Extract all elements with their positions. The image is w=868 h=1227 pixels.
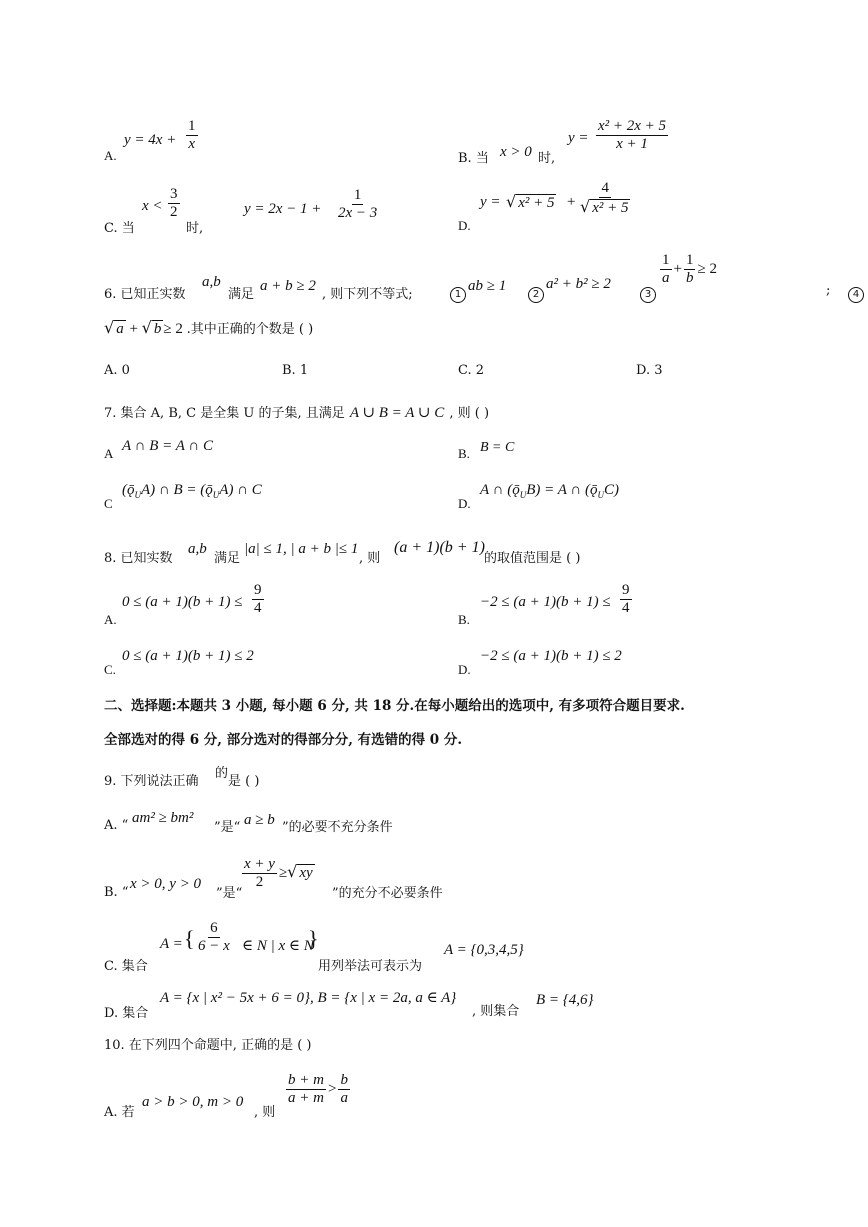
q8-b-lhs: −2 ≤ (a + 1)(b + 1) ≤ xyxy=(480,594,611,610)
q6-ineq-4-line xyxy=(104,318,313,338)
q6-ineq-1: ab ≥ 1 xyxy=(468,278,507,294)
q9-d-result: B = {4,6} xyxy=(536,992,594,1008)
q5-c-frac: $\frac{1}{2x - 3}$ xyxy=(338,187,378,222)
q6-intro: 6. 已知正实数 xyxy=(104,287,186,302)
q6-vars: a,b xyxy=(202,274,221,290)
q8-b-label: B. xyxy=(458,612,470,627)
q10-a-cond: a > b > 0, m > 0 xyxy=(142,1094,244,1110)
q7-d-eq: A ∩ $(ǭ_UB) = A$ ∩ $(ǭ_UC)$ xyxy=(480,482,619,500)
q9-b-ineq: $\frac{x + y}{2}$ ≥√ xy xyxy=(244,856,313,891)
q6-circle-2: 2 xyxy=(526,282,546,303)
q5-d-rad1: √ x² + 5 xyxy=(506,192,555,211)
q5-b-lhs: y = xyxy=(568,130,589,146)
q7-stem xyxy=(104,402,489,422)
q9-b-p1: x > 0, y > 0 xyxy=(130,876,202,892)
q6-after-cond: , 则下列不等式; xyxy=(322,287,413,302)
q5-d-plus: + xyxy=(566,194,577,210)
q6-option-d: D. 3 xyxy=(636,363,663,378)
q9-b-mid: ”是“ xyxy=(216,886,243,901)
q9-c-rest: ∈ N | x ∈ N xyxy=(242,938,314,954)
q9-d-label: D. 集合 xyxy=(104,1006,149,1021)
q6-circle-1: 1 xyxy=(448,282,468,303)
q6-circle-4: 4 xyxy=(846,282,866,303)
q7-a-eq: A ∩ B = A ∩ C xyxy=(122,438,213,454)
q9-intro-de: 的 xyxy=(215,766,229,781)
q9-intro-b: 是 ( ) xyxy=(228,774,260,789)
q5-c-mid: 时, xyxy=(186,221,204,236)
q9-intro-a: 9. 下列说法正确 xyxy=(104,774,199,789)
q5-c-label: C. 当 xyxy=(104,221,135,236)
q7-c-eq: $(ǭ_UA)$ ∩ $B = (ǭ_UA)$ ∩ C xyxy=(122,482,262,500)
q9-option-b xyxy=(104,856,604,906)
q7-cond: A ∪ B = A ∪ C xyxy=(349,405,445,421)
q9-a-tail: ”的必要不充分条件 xyxy=(282,820,393,835)
q8-vars: a,b xyxy=(188,541,207,557)
q5-b-frac: $\frac{\text{x² + 2x + 5}}{x + 1}$ xyxy=(598,118,667,153)
q7-b-eq: B = C xyxy=(480,440,515,455)
q8-stem xyxy=(104,538,804,568)
q9-d-sets: A = {x | x² − 5x + 6 = 0}, B = {x | x = 2a, a ∈ A} xyxy=(160,990,457,1006)
q10-a-mid: , 则 xyxy=(254,1105,276,1120)
q8-a-lhs: 0 ≤ (a + 1)(b + 1) ≤ xyxy=(122,594,243,610)
q8-mid: , 则 xyxy=(359,551,381,566)
q8-cond: |a| ≤ 1, | a + b |≤ 1 xyxy=(244,541,359,557)
q9-c-mid: 用列举法可表示为 xyxy=(318,959,423,974)
q6-option-c: C. 2 xyxy=(458,363,485,378)
q9-option-c: C. 集合 A = { $\frac{6}{6 - x}$ ∈ N | x ∈ N } 用列举法可表示为 A = {0,3,4,5} xyxy=(104,920,524,974)
q9-a-label: A. “ xyxy=(104,818,129,833)
q7-c-label: C xyxy=(104,496,113,511)
q8-c-label: C. xyxy=(104,662,116,677)
q5-a-label: A. xyxy=(104,148,117,163)
q10-a-label: A. 若 xyxy=(104,1105,135,1120)
q6-option-b: B. 1 xyxy=(282,363,309,378)
q7-a-label: A xyxy=(104,446,114,461)
q8-d-eq: −2 ≤ (a + 1)(b + 1) ≤ 2 xyxy=(480,648,622,664)
q10-stem: 10. 在下列四个命题中, 正确的是 ( ) xyxy=(104,1038,312,1053)
q8-expr: (a + 1)(b + 1) xyxy=(394,539,485,556)
q5-d-label: D. xyxy=(458,218,471,233)
q7-intro: 7. 集合 A, B, C 是全集 U 的子集, 且满足 xyxy=(104,406,345,421)
section2-line1: 二、选择题:本题共 3 小题, 每小题 6 分, 共 18 分.在每小题给出的选项中, 有多项符合题目要求. xyxy=(104,698,685,714)
q9-stem xyxy=(104,766,404,790)
q5-b-label: B. 当 xyxy=(458,151,489,166)
q9-option-a xyxy=(104,810,504,836)
q5-a-frac: $\frac{1}{x}$ xyxy=(188,118,196,153)
q8-d-label: D. xyxy=(458,662,471,677)
q8-b-frac: $\frac{9}{4}$ xyxy=(622,582,630,617)
q5-d-lhs: y = xyxy=(480,194,501,210)
q5-c-cond-frac: $\frac{3}{2}$ xyxy=(170,186,178,221)
q8-a-frac: $\frac{9}{4}$ xyxy=(254,582,262,617)
q6-circle-3: 3 xyxy=(638,282,658,303)
q6-option-a: A. 0 xyxy=(104,363,130,378)
q9-c-lhs: A = xyxy=(160,936,183,952)
q10-a-ineq: $\frac{b + m}{a + m}$ > $\frac{b}{a}$ xyxy=(288,1072,348,1107)
q9-a-mid: ”是“ xyxy=(214,820,241,835)
q9-a-p2: a ≥ b xyxy=(244,812,275,828)
q8-c-eq: 0 ≤ (a + 1)(b + 1) ≤ 2 xyxy=(122,648,254,664)
q5-b-mid: 时, xyxy=(538,151,556,166)
q6-ineq-4: √ a + √ b ≥ 2 xyxy=(104,318,183,337)
q8-intro: 8. 已知实数 xyxy=(104,551,173,566)
q5-b-cond: x > 0 xyxy=(500,144,532,160)
q6-cond-text: 满足 xyxy=(228,287,255,302)
q6-cond: a + b ≥ 2 xyxy=(260,278,316,294)
q6-stem: 6. 已知正实数 a,b 满足 a + b ≥ 2 , 则下列不等式; 1 ab ≥ 1 2 a² + b² ≥ 2 3 $\frac{1}{a}$ + $\frac{1}{b}$ ≥ 2 ; 4 xyxy=(104,252,804,312)
q10-option-a xyxy=(104,1072,504,1122)
section2-line2: 全部选对的得 6 分, 部分选对的得部分分, 有选错的得 0 分. xyxy=(104,732,463,748)
q8-cond-text: 满足 xyxy=(214,551,241,566)
q6-tail: .其中正确的个数是 ( ) xyxy=(186,322,314,337)
q7-d-label: D. xyxy=(458,496,471,511)
q9-b-tail: ”的充分不必要条件 xyxy=(332,886,443,901)
q5-c-lhs: y = 2x − 1 + xyxy=(244,201,322,217)
q9-c-frac: $\frac{6}{6 - x}$ xyxy=(198,920,230,955)
q6-ineq-3: $\frac{1}{a}$ + $\frac{1}{b}$ ≥ 2 xyxy=(662,252,717,287)
q9-b-label: B. “ xyxy=(104,885,129,900)
q9-c-label: C. 集合 xyxy=(104,959,148,974)
q7-tail: , 则 ( ) xyxy=(449,406,490,421)
q9-c-set: A = {0,3,4,5} xyxy=(444,942,524,958)
q5-d-frac: $\frac{4}{\text{√ x² + 5}}$ xyxy=(580,180,629,217)
q9-d-mid: , 则集合 xyxy=(472,1004,520,1019)
q8-tail: 的取值范围是 ( ) xyxy=(484,551,581,566)
q7-b-label: B. xyxy=(458,446,470,461)
q9-a-p1: am² ≥ bm² xyxy=(132,810,194,826)
q6-ineq-2: a² + b² ≥ 2 xyxy=(546,276,611,292)
q5-c-cond: x < xyxy=(142,198,163,214)
q8-a-label: A. xyxy=(104,612,117,627)
q5-a-eq: y = 4x + xyxy=(124,132,177,148)
q9-option-d xyxy=(104,986,724,1020)
